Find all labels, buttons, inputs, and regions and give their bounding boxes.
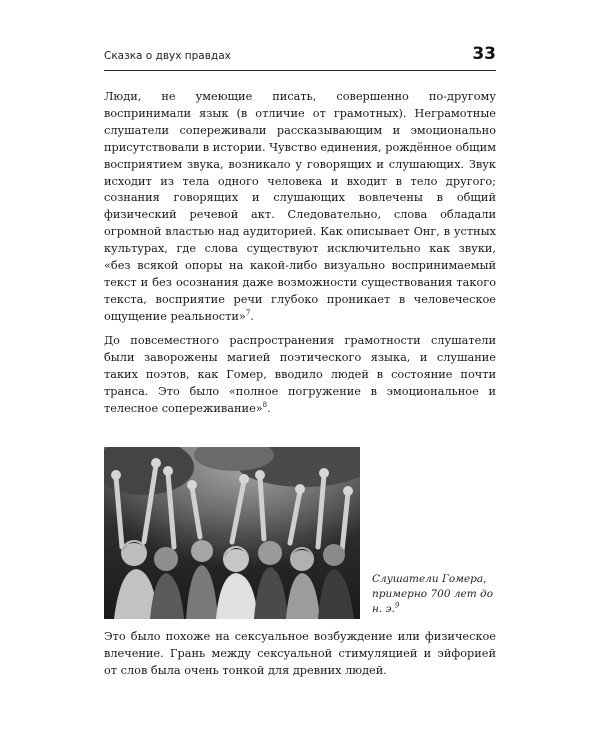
footnote-ref-8[interactable]: 8	[262, 400, 268, 409]
page-number: 33	[472, 44, 496, 64]
crowd-photo	[104, 447, 360, 619]
paragraph-3: Это было похоже на сексуальное возбуждение или физическое влечение. Грань между сексуальной стимуляцией и эйфорией от слов была очень тонкой для древних людей.	[104, 630, 496, 677]
figure-caption: Слушатели Гомера, примерно 700 лет до н. э.$^9$	[372, 573, 494, 615]
footnote-ref-7[interactable]: 7	[245, 309, 251, 318]
page-header	[104, 44, 496, 71]
running-title: Сказка о двух правдах	[104, 50, 231, 62]
footnote-ref-9[interactable]: 9	[394, 601, 400, 610]
paragraph-2: До повсеместного распространения грамотности слушатели были заворожены магией поэтического языка, и слушание таких поэтов, как Гомер, вводило людей в состояние почти транса. Это было «полное погружение в эмоциональное и телесное сопереживание»$^8$.	[104, 334, 496, 415]
paragraph-1: Люди, не умеющие писать, совершенно по-другому воспринимали язык (в отличие от грамотных). Неграмотные слушатели сопереживали рассказывающим и эмоционально присутствовали в истории. Чувство единения, рождённое общим восприятием звука, возникало у говорящих и слушающих. Звук исходит из тела одного человека и входит в тело другого; сознания говорящих и слушающих вовлечены в общий физический речевой акт. Следовательно, слова обладали огромной властью над аудиторией. Как описывает Онг, в устных культурах, где слова существуют исключительно как звуки, «без всякой опоры на какой-либо визуально воспринимаемый текст и без осознания даже возможности существования такого текста, восприятие речи глубоко проникает в человеческое ощущение реальности»$^7$.	[104, 90, 496, 323]
